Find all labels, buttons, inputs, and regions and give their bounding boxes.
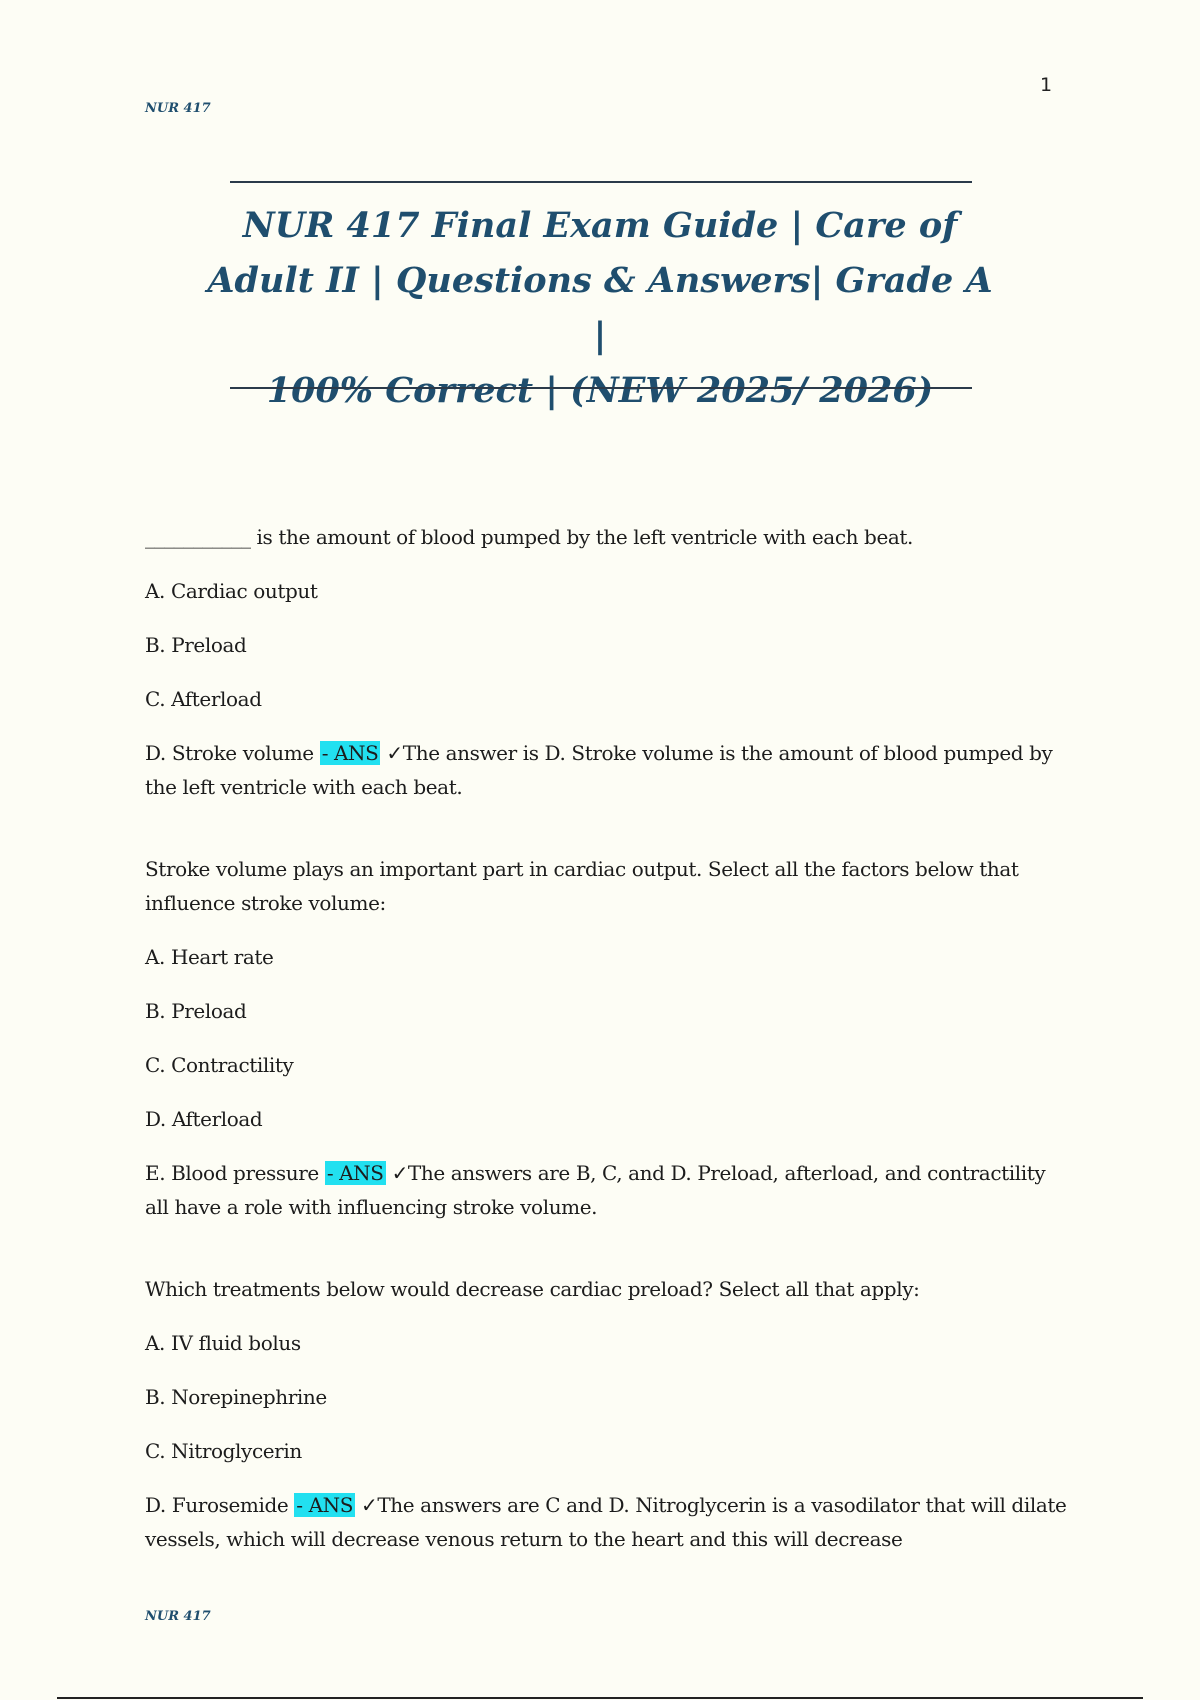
running-footer: NUR 417 [145, 1609, 211, 1624]
running-header: NUR 417 [145, 101, 211, 116]
answer-explanation: ✓The answers are B, C, and D. Preload, afterload, and contractility all have a role with influencing stroke volume. [145, 1161, 1046, 1219]
answer-explanation: ✓The answers are C and D. Nitroglycerin is a vasodilator that will dilate vessels, which will decrease venous return to the heart and this will decrease [145, 1493, 1067, 1551]
question-stem: ___________ is the amount of blood pumped by the left ventricle with each beat. [145, 525, 914, 549]
ans-highlight: - ANS [326, 1161, 384, 1185]
question-1 [145, 520, 1070, 804]
answer-line [145, 1488, 1070, 1556]
ans-highlight: - ANS [296, 1493, 354, 1517]
answer-option: D. Afterload [145, 1107, 263, 1131]
answer-option: B. Preload [145, 633, 247, 657]
question-stem: Stroke volume plays an important part in cardiac output. Select all the factors below that influence stroke volume: [145, 857, 1019, 915]
answer-line [145, 1156, 1070, 1224]
page-bottom-rule [57, 1697, 1143, 1699]
document-title [200, 198, 1000, 418]
title-rule-top [230, 181, 972, 183]
title-line: NUR 417 Final Exam Guide | Care of [242, 205, 958, 246]
title-line: 100% Correct | (NEW 2025/ 2026) [266, 370, 934, 411]
ans-highlight: - ANS [321, 741, 379, 765]
answer-option: C. Afterload [145, 687, 262, 711]
answer-option: A. IV fluid bolus [145, 1331, 301, 1355]
title-rule-bottom [230, 387, 972, 389]
answer-option-label: D. Stroke volume [145, 741, 314, 765]
answer-option: C. Nitroglycerin [145, 1439, 302, 1463]
answer-option: B. Norepinephrine [145, 1385, 327, 1409]
answer-option: C. Contractility [145, 1053, 294, 1077]
question-2 [145, 852, 1070, 1224]
answer-option: A. Heart rate [145, 945, 274, 969]
answer-option: A. Cardiac output [145, 579, 318, 603]
question-stem: Which treatments below would decrease cardiac preload? Select all that apply: [145, 1277, 920, 1301]
answer-option-label: E. Blood pressure [145, 1161, 319, 1185]
question-list [145, 520, 1070, 1604]
question-3 [145, 1272, 1070, 1556]
answer-explanation: ✓The answer is D. Stroke volume is the amount of blood pumped by the left ventricle with each beat. [145, 741, 1053, 799]
page-number: 1 [1040, 74, 1053, 96]
answer-option-label: D. Furosemide [145, 1493, 289, 1517]
title-line: Adult II | Questions & Answers| Grade A | [207, 260, 993, 356]
answer-option: B. Preload [145, 999, 247, 1023]
answer-line [145, 736, 1070, 804]
